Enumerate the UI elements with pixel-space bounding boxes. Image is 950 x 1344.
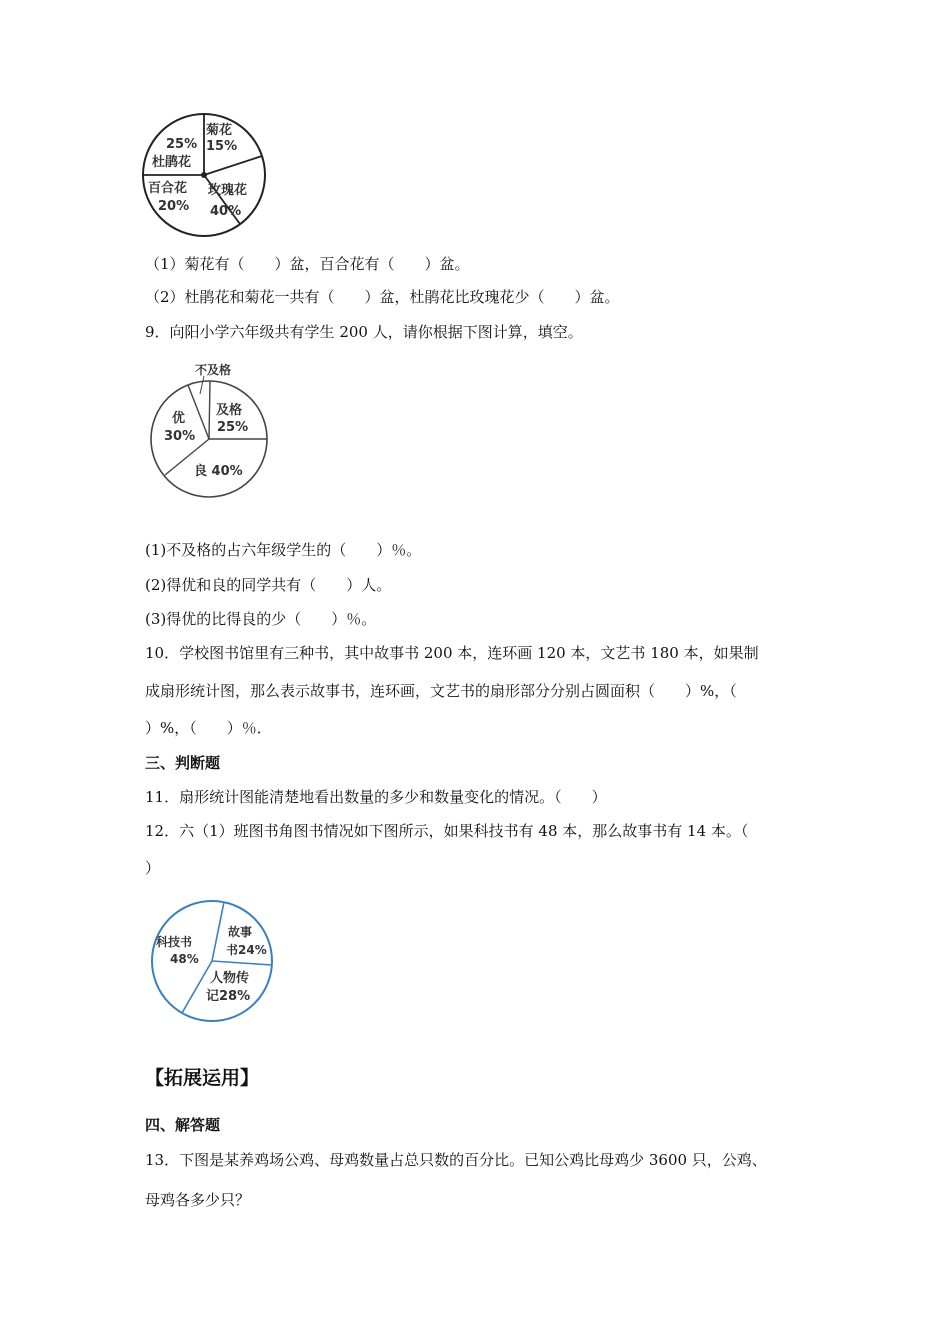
- excellent-percent: 30%: [164, 429, 196, 444]
- section-4-heading: 四、解答题: [145, 1116, 221, 1134]
- q8-sub1: （1）菊花有（ ）盆，百合花有（ ）盆。: [145, 255, 470, 273]
- azalea-percent: 25%: [166, 137, 198, 152]
- q12-line2: ）: [145, 859, 161, 877]
- q10-line1: 10．学校图书馆里有三种书，其中故事书 200 本，连环画 120 本，文艺书 180 本，如果制: [145, 644, 759, 662]
- grade-pie-chart: [150, 360, 275, 500]
- good-label: 良 40%: [194, 464, 243, 479]
- q13-line2: 母鸡各多少只？: [145, 1191, 251, 1209]
- science-book-label: 科技书: [156, 935, 193, 949]
- section-3-heading: 三、判断题: [145, 754, 221, 772]
- q13-line1: 13．下图是某养鸡场公鸡、母鸡数量占总只数的百分比。已知公鸡比母鸡少 3600 只，公鸡、: [145, 1151, 767, 1169]
- lily-percent: 20%: [158, 199, 190, 214]
- lily-label: 百合花: [148, 181, 188, 196]
- q9-text: 9．向阳小学六年级共有学生 200 人，请你根据下图计算，填空。: [145, 323, 583, 341]
- rose-percent: 40%: [210, 204, 242, 219]
- q9-sub3: (3)得优的比得良的少（ ）％。: [145, 610, 377, 628]
- pass-percent: 25%: [217, 420, 249, 435]
- q10-line2: 成扇形统计图，那么表示故事书，连环画，文艺书的扇形部分分别占圆面积（ ）%，（: [145, 682, 737, 700]
- q11-text: 11．扇形统计图能清楚地看出数量的多少和数量变化的情况。（ ）: [145, 788, 607, 806]
- q9-sub2: (2)得优和良的同学共有（ ）人。: [145, 576, 392, 594]
- chrysanthemum-percent: 15%: [206, 139, 238, 154]
- chrysanthemum-label: 菊花: [206, 123, 233, 138]
- science-book-percent: 48%: [170, 952, 199, 966]
- q8-sub2: （2）杜鹃花和菊花一共有（ ）盆，杜鹃花比玫瑰花少（ ）盆。: [145, 288, 620, 306]
- biography-label: 人物传: [210, 971, 250, 986]
- q12-line1: 12．六（1）班图书角图书情况如下图所示，如果科技书有 48 本，那么故事书有 14 本。（: [145, 822, 749, 840]
- biography-percent: 记28%: [206, 989, 251, 1004]
- rose-label: 玫瑰花: [208, 183, 248, 198]
- fail-label: 不及格: [195, 363, 232, 377]
- story-book-label: 故事: [228, 925, 253, 939]
- extension-heading: 【拓展运用】: [145, 1067, 260, 1089]
- story-book-percent: 书24%: [226, 943, 267, 957]
- excellent-label: 优: [172, 411, 186, 426]
- book-pie-chart: [148, 900, 278, 1025]
- q10-line3: ）%，（ ）％．: [145, 719, 272, 737]
- flower-pie-chart: [140, 112, 270, 242]
- q9-sub1: (1)不及格的占六年级学生的（ ）％。: [145, 541, 422, 559]
- pass-label: 及格: [216, 403, 243, 418]
- azalea-label: 杜鹃花: [152, 155, 192, 170]
